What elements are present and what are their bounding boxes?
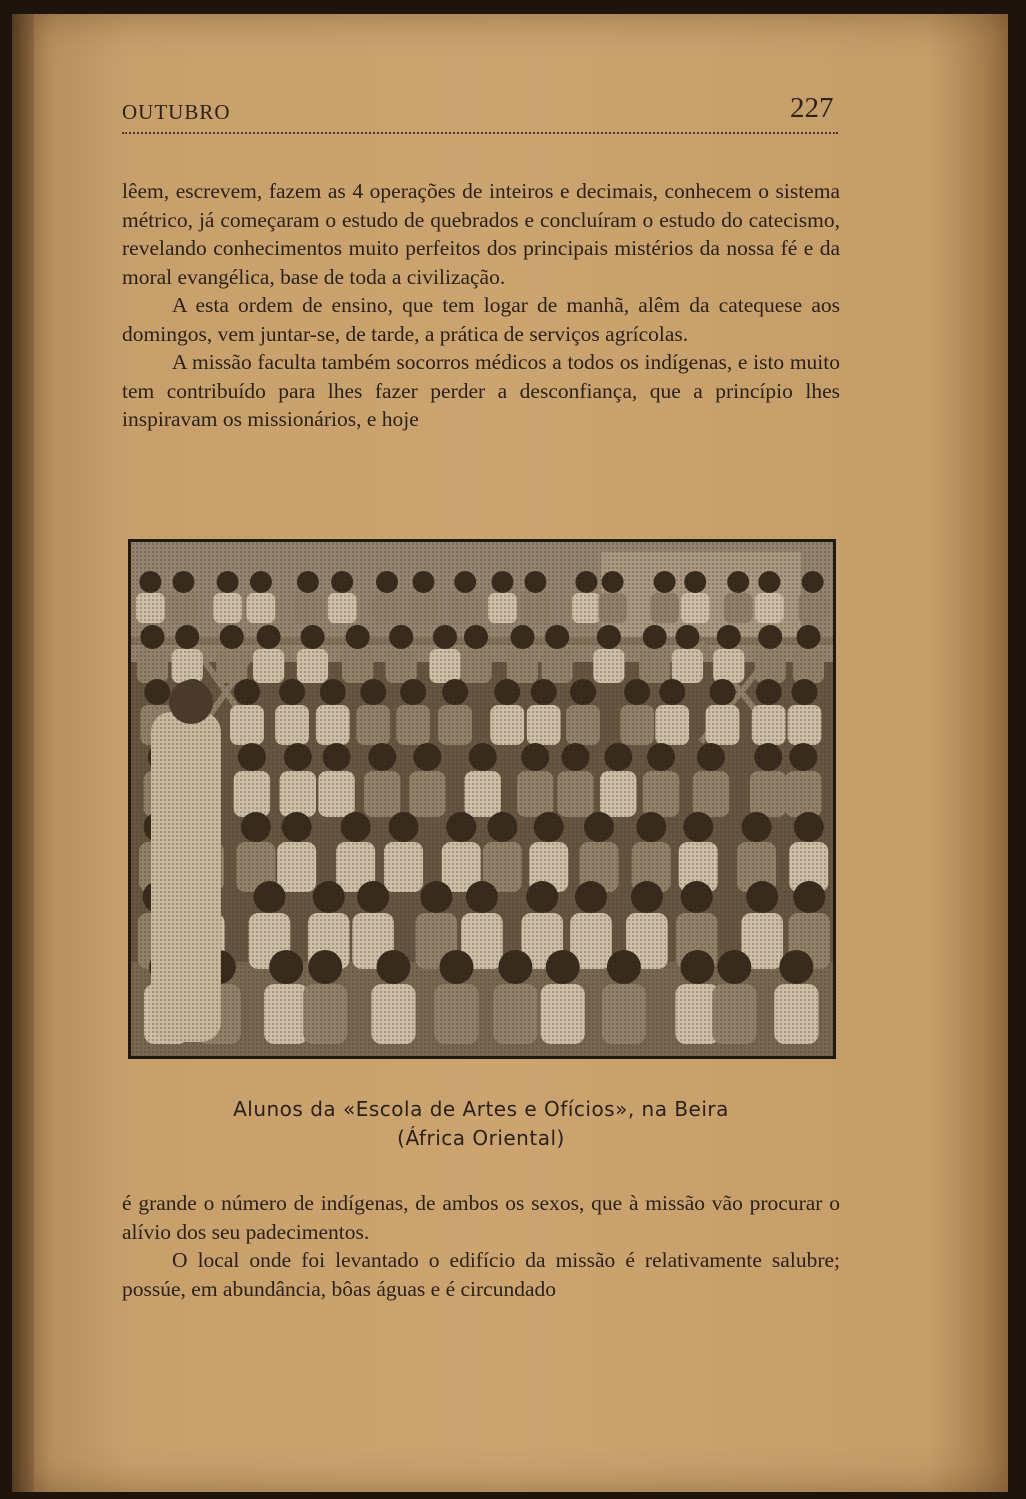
header-dotted-rule bbox=[122, 132, 838, 134]
page-number: 227 bbox=[790, 92, 834, 124]
body-text-top bbox=[122, 177, 840, 434]
photo-sepia-tint bbox=[131, 542, 833, 1056]
page-binding-shadow bbox=[12, 14, 34, 1492]
photo-caption-line-2: (África Oriental) bbox=[397, 1126, 565, 1150]
photo-caption-line-1: Alunos da «Escola de Artes e Ofícios», na Beira bbox=[233, 1097, 729, 1121]
group-photo bbox=[128, 539, 836, 1059]
running-title: OUTUBRO bbox=[122, 100, 231, 124]
body-text-bottom bbox=[122, 1189, 840, 1303]
group-photo-illustration bbox=[131, 542, 833, 1056]
paragraph: A missão faculta também socorros médicos a todos os indígenas, e isto muito tem contribuído para lhes fazer perder a desconfiança, que a princípio lhes inspiravam os missionários, e hoje bbox=[122, 350, 840, 431]
paragraph: O local onde foi levantado o edifício da missão é relativamente salubre; possúe, em abundância, bôas águas e é circundado bbox=[122, 1248, 840, 1301]
paragraph: A esta ordem de ensino, que tem logar de manhã, alêm da catequese aos domingos, vem juntar-se, de tarde, a prática de serviços agrícolas. bbox=[122, 293, 840, 346]
paragraph: lêem, escrevem, fazem as 4 operações de inteiros e decimais, conhecem o sistema métrico, já começaram o estudo de quebrados e concluíram o estudo do catecismo, revelando conhecimentos muito perfeitos dos principais mistérios da nossa fé e da moral evangélica, base de toda a civilização. bbox=[122, 179, 840, 289]
paragraph: é grande o número de indígenas, de ambos os sexos, que à missão vão procurar o alívio dos seu padecimentos. bbox=[122, 1191, 840, 1244]
